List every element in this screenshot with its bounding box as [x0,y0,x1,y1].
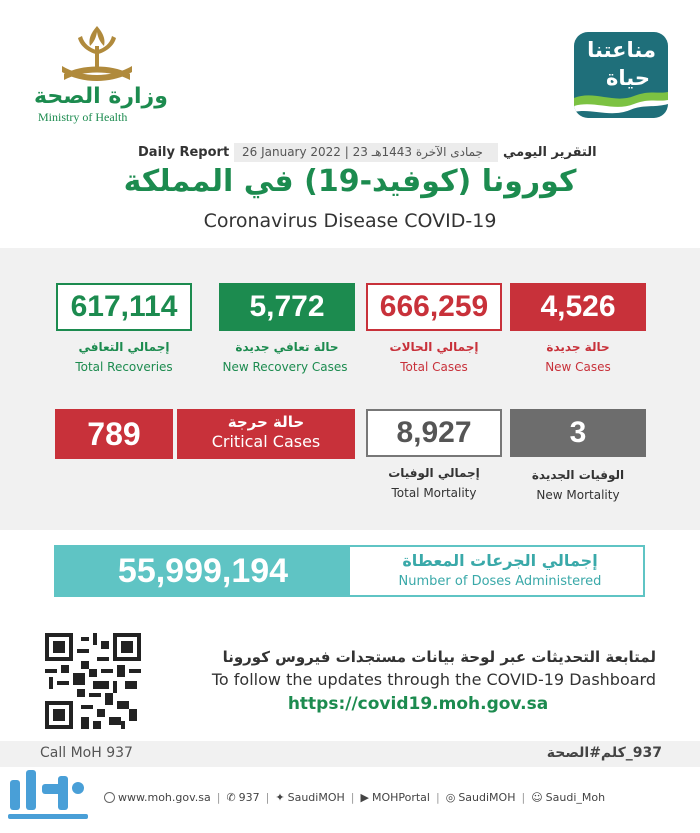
kalam-hashtag: 937_كلم#الصحة [546,745,662,761]
total-cases-label-ar: إجمالي الحالات [389,340,479,354]
total-mortality-label: Total Mortality [391,486,477,500]
daily-report-label: Daily Report [138,145,230,160]
phone-icon: ✆ [226,790,236,804]
qr-code-icon[interactable] [45,633,141,729]
twitter-link-text: SaudiMOH [287,790,345,804]
moh-name-english: Ministry of Health [38,110,128,124]
daily-report-label-arabic: التقرير اليومي [503,145,597,160]
portal-link-text: MOHPortal [371,790,430,804]
dashboard-note-ar: لمتابعة التحديثات عبر لوحة بيانات مستجدات فيروس كورونا [222,648,656,666]
portal-link[interactable] [360,791,430,804]
divider: | [350,790,355,804]
globe-icon [104,792,115,803]
new-cases-label-ar: حالة جديدة [546,340,610,354]
youtube-icon: ▶ [360,790,369,804]
snapchat-link-text: Saudi_Moh [545,790,606,804]
campaign-line-1: مناعتنا [587,38,656,62]
divider: | [435,790,440,804]
snapchat-icon: ☺ [531,790,543,804]
campaign-line-2: حياة [606,66,650,90]
divider: | [216,790,221,804]
news-watermark-icon [4,758,96,830]
new-recovery-value: 5,772 [219,283,355,331]
total-cases-label: Total Cases [400,360,468,374]
phone-link-text: 937 [238,790,260,804]
total-recoveries-value: 617,114 [56,283,192,331]
twitter-icon: ✦ [275,790,285,804]
critical-cases-card [55,409,355,459]
twitter-link[interactable] [275,791,344,804]
web-link[interactable] [104,791,211,804]
snapchat-link[interactable] [531,791,605,804]
dashboard-link[interactable]: https://covid19.moh.gov.sa [287,694,549,714]
critical-cases-label-ar: حالة حرجة [227,413,305,431]
report-line [0,143,700,163]
doses-label: Number of Doses Administered [398,574,602,589]
critical-cases-label-box [177,409,355,459]
total-recoveries-label: Total Recoveries [75,360,173,374]
call-moh: Call MoH 937 [40,745,133,761]
critical-cases-label: Critical Cases [211,432,321,451]
new-mortality-label: New Mortality [536,488,620,502]
new-recovery-label-ar: حالة تعافي جديدة [235,340,339,354]
moh-name-arabic: وزارة الصحة [34,84,168,109]
total-mortality-value: 8,927 [366,409,502,457]
critical-cases-value: 789 [55,409,173,459]
new-recovery-label: New Recovery Cases [222,360,348,374]
doses-label-ar: إجمالي الجرعات المعطاة [402,551,598,570]
page-title-arabic: كورونا (كوفيد-19) في المملكة [123,164,577,199]
new-mortality-label-ar: الوفيات الجديدة [531,468,625,482]
new-mortality-value: 3 [510,409,646,457]
doses-card [54,545,645,597]
instagram-link[interactable] [446,791,516,804]
immunity-campaign-badge [574,32,668,118]
wave-icon [574,32,668,118]
dashboard-note: To follow the updates through the COVID-19 Dashboard [211,670,656,689]
total-cases-value: 666,259 [366,283,502,331]
footer-bar [0,741,700,767]
total-recoveries-label-ar: إجمالي التعافي [78,340,170,354]
divider: | [265,790,270,804]
new-cases-value: 4,526 [510,283,646,331]
instagram-icon: ◎ [445,790,456,804]
web-link-text: www.moh.gov.sa [118,790,211,804]
total-mortality-label-ar: إجمالي الوفيات [388,466,480,480]
report-dates: 26 January 2022 | 23 جمادى الآخرة 1443هـ [234,143,498,162]
social-links [104,786,664,808]
divider: | [521,790,526,804]
page-title: Coronavirus Disease COVID-19 [203,210,497,232]
new-cases-label: New Cases [545,360,611,374]
instagram-link-text: SaudiMOH [458,790,516,804]
phone-link[interactable] [226,791,259,804]
doses-value: 55,999,194 [56,547,350,595]
